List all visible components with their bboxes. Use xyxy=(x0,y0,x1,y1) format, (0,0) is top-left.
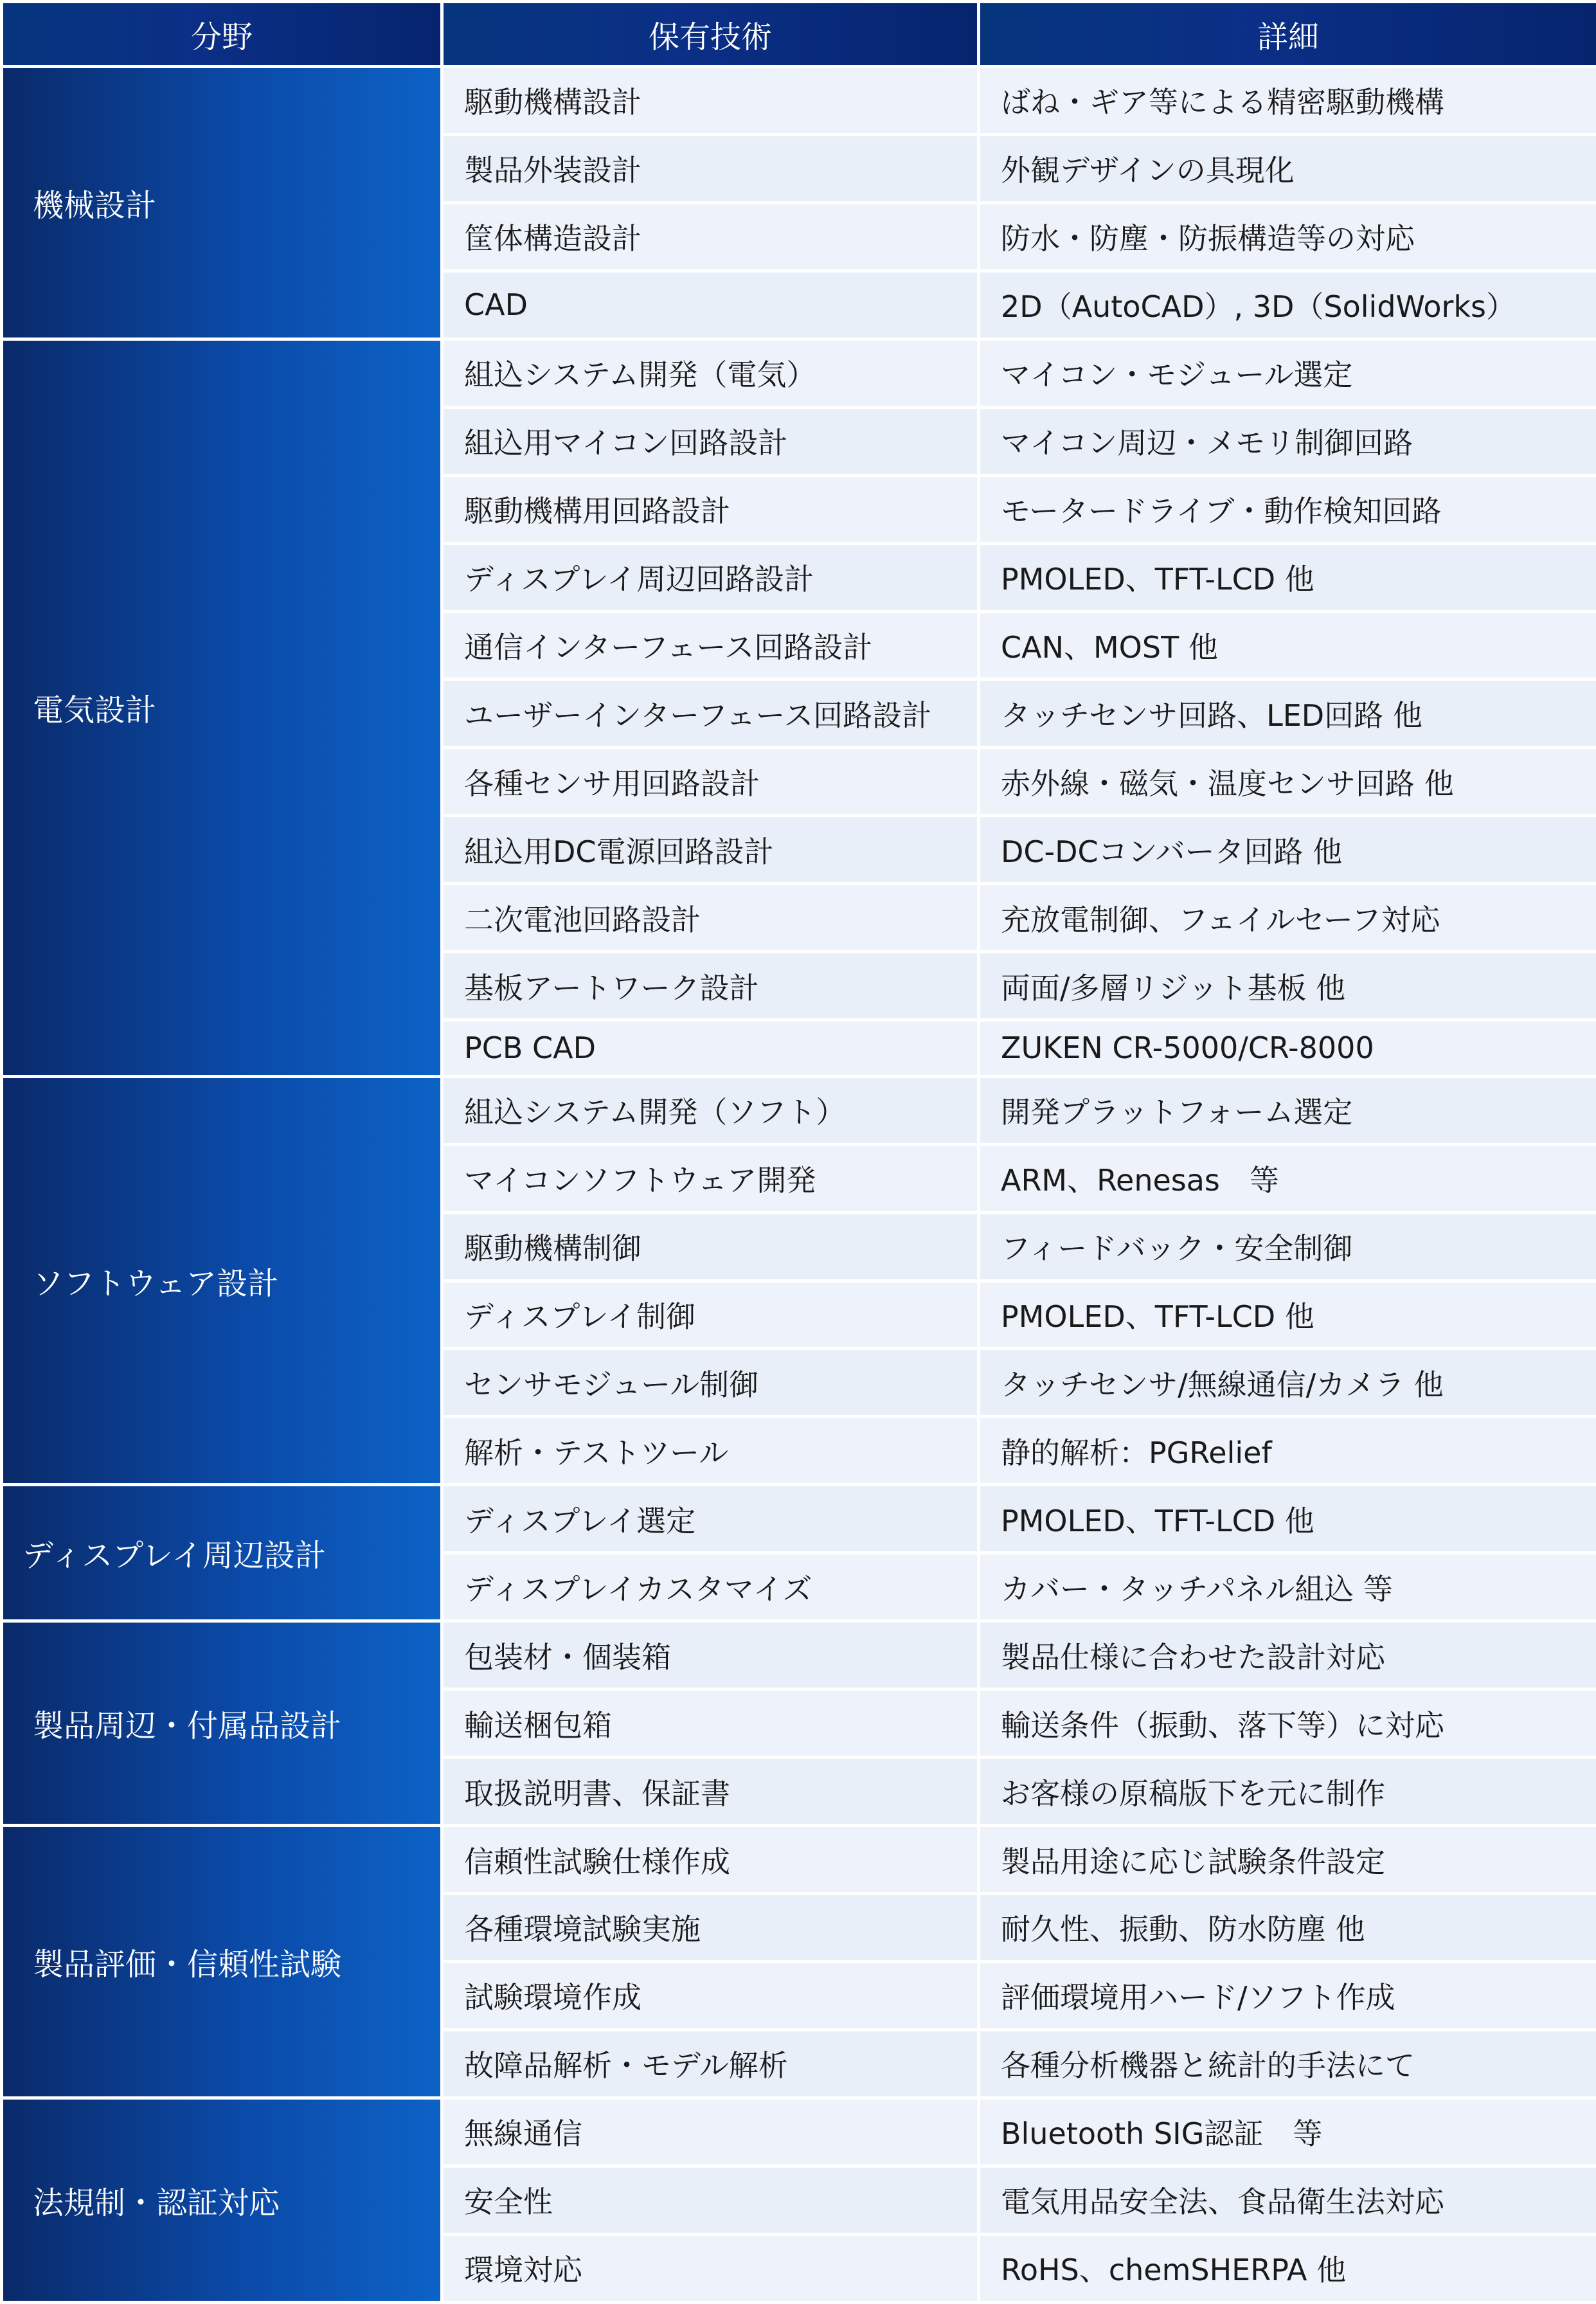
header-detail: 詳細 xyxy=(980,3,1596,65)
tech-cell: 駆動機構設計 xyxy=(444,68,977,133)
tech-cell: 二次電池回路設計 xyxy=(444,885,977,950)
tech-cell: 駆動機構用回路設計 xyxy=(444,477,977,542)
tech-cell: 基板アートワーク設計 xyxy=(444,953,977,1018)
field-cell: 法規制・認証対応 xyxy=(3,2100,440,2301)
detail-cell: PMOLED、TFT-LCD 他 xyxy=(980,1486,1596,1551)
detail-cell: タッチセンサ回路、LED回路 他 xyxy=(980,681,1596,746)
detail-cell: 両面/多層リジット基板 他 xyxy=(980,953,1596,1018)
tech-cell: マイコンソフトウェア開発 xyxy=(444,1146,977,1211)
tech-cell: センサモジュール制御 xyxy=(444,1350,977,1415)
tech-cell: CAD xyxy=(444,273,977,338)
tech-cell: 解析・テストツール xyxy=(444,1418,977,1483)
detail-cell: モータードライブ・動作検知回路 xyxy=(980,477,1596,542)
tech-cell: 包装材・個装箱 xyxy=(444,1623,977,1688)
detail-cell: 充放電制御、フェイルセーフ対応 xyxy=(980,885,1596,950)
detail-cell: お客様の原稿版下を元に制作 xyxy=(980,1759,1596,1824)
tech-cell: ディスプレイカスタマイズ xyxy=(444,1554,977,1619)
detail-cell: 各種分析機器と統計的手法にて xyxy=(980,2031,1596,2096)
table-row xyxy=(3,1827,1596,1892)
tech-cell: 取扱説明書、保証書 xyxy=(444,1759,977,1824)
detail-cell: 赤外線・磁気・温度センサ回路 他 xyxy=(980,749,1596,814)
tech-cell: ディスプレイ周辺回路設計 xyxy=(444,545,977,610)
field-cell: 電気設計 xyxy=(3,341,440,1075)
tech-cell: 組込システム開発（電気） xyxy=(444,341,977,406)
tech-cell: ディスプレイ選定 xyxy=(444,1486,977,1551)
detail-cell: 外観デザインの具現化 xyxy=(980,136,1596,201)
tech-cell: 故障品解析・モデル解析 xyxy=(444,2031,977,2096)
header-tech: 保有技術 xyxy=(444,3,977,65)
tech-cell: ディスプレイ制御 xyxy=(444,1282,977,1347)
table-row xyxy=(3,1486,1596,1551)
table-header xyxy=(3,3,1596,65)
tech-cell: 組込システム開発（ソフト） xyxy=(444,1078,977,1143)
detail-cell: 2D（AutoCAD）, 3D（SolidWorks） xyxy=(980,273,1596,338)
table-row xyxy=(3,341,1596,406)
detail-cell: 防水・防塵・防振構造等の対応 xyxy=(980,204,1596,269)
tech-cell: 環境対応 xyxy=(444,2236,977,2301)
tech-cell: PCB CAD xyxy=(444,1022,977,1075)
detail-cell: 評価環境用ハード/ソフト作成 xyxy=(980,1963,1596,2028)
table-row xyxy=(3,1623,1596,1688)
detail-cell: ZUKEN CR-5000/CR-8000 xyxy=(980,1022,1596,1075)
detail-cell: RoHS、chemSHERPA 他 xyxy=(980,2236,1596,2301)
detail-cell: ばね・ギア等による精密駆動機構 xyxy=(980,68,1596,133)
field-cell: 機械設計 xyxy=(3,68,440,338)
tech-cell: 輸送梱包箱 xyxy=(444,1691,977,1756)
detail-cell: 開発プラットフォーム選定 xyxy=(980,1078,1596,1143)
detail-cell: CAN、MOST 他 xyxy=(980,613,1596,678)
table-body xyxy=(3,68,1596,2301)
tech-cell: 試験環境作成 xyxy=(444,1963,977,2028)
field-cell: ディスプレイ周辺設計 xyxy=(3,1486,440,1619)
tech-cell: 無線通信 xyxy=(444,2100,977,2164)
tech-cell: 各種センサ用回路設計 xyxy=(444,749,977,814)
tech-cell: ユーザーインターフェース回路設計 xyxy=(444,681,977,746)
detail-cell: DC-DCコンバータ回路 他 xyxy=(980,817,1596,882)
detail-cell: Bluetooth SIG認証 等 xyxy=(980,2100,1596,2164)
tech-cell: 安全性 xyxy=(444,2168,977,2233)
tech-cell: 筐体構造設計 xyxy=(444,204,977,269)
detail-cell: タッチセンサ/無線通信/カメラ 他 xyxy=(980,1350,1596,1415)
field-cell: ソフトウェア設計 xyxy=(3,1078,440,1484)
detail-cell: フィードバック・安全制御 xyxy=(980,1214,1596,1279)
detail-cell: ARM、Renesas 等 xyxy=(980,1146,1596,1211)
tech-cell: 信頼性試験仕様作成 xyxy=(444,1827,977,1892)
detail-cell: マイコン周辺・メモリ制御回路 xyxy=(980,409,1596,474)
tech-cell: 各種環境試験実施 xyxy=(444,1895,977,1960)
detail-cell: 輸送条件（振動、落下等）に対応 xyxy=(980,1691,1596,1756)
tech-cell: 通信インターフェース回路設計 xyxy=(444,613,977,678)
table-row xyxy=(3,68,1596,133)
tech-cell: 製品外装設計 xyxy=(444,136,977,201)
detail-cell: 製品用途に応じ試験条件設定 xyxy=(980,1827,1596,1892)
field-cell: 製品評価・信頼性試験 xyxy=(3,1827,440,2096)
detail-cell: 耐久性、振動、防水防塵 他 xyxy=(980,1895,1596,1960)
tech-cell: 駆動機構制御 xyxy=(444,1214,977,1279)
table-row xyxy=(3,2100,1596,2164)
header-field: 分野 xyxy=(3,3,440,65)
detail-cell: マイコン・モジュール選定 xyxy=(980,341,1596,406)
detail-cell: PMOLED、TFT-LCD 他 xyxy=(980,545,1596,610)
field-cell: 製品周辺・付属品設計 xyxy=(3,1623,440,1824)
detail-cell: 静的解析：PGRelief xyxy=(980,1418,1596,1483)
table-row xyxy=(3,1078,1596,1143)
detail-cell: PMOLED、TFT-LCD 他 xyxy=(980,1282,1596,1347)
tech-cell: 組込用マイコン回路設計 xyxy=(444,409,977,474)
tech-cell: 組込用DC電源回路設計 xyxy=(444,817,977,882)
detail-cell: カバー・タッチパネル組込 等 xyxy=(980,1554,1596,1619)
detail-cell: 製品仕様に合わせた設計対応 xyxy=(980,1623,1596,1688)
detail-cell: 電気用品安全法、食品衛生法対応 xyxy=(980,2168,1596,2233)
